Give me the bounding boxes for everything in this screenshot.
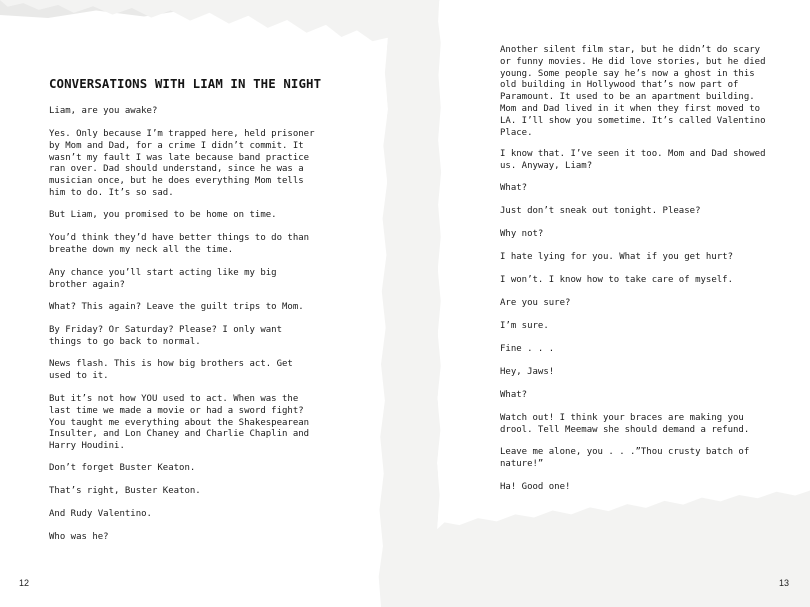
dialogue-paragraph: And Rudy Valentino. [49,509,152,519]
dialogue-paragraph: What? This again? Leave the guilt trips to Mom. [49,302,304,312]
dialogue-paragraph: News flash. This is how big brothers act. Get used to it. [49,359,293,381]
dialogue-paragraph: By Friday? Or Saturday? Please? I only want things to go back to normal. [49,325,282,347]
dialogue-paragraph: Yes. Only because I’m trapped here, held prisoner by Mom and Dad, for a crime I didn’t commit. It wasn’t my fault I was late because band practice ran over. Dad should understand, since he was a musician once, but he does everything Mom tells him to do. It’s so sad. [49,129,315,198]
dialogue-paragraph: What? [500,183,528,193]
dialogue-paragraph: Liam, are you awake? [49,106,158,116]
dialogue-paragraph: But Liam, you promised to be home on time. [49,210,277,220]
dialogue-paragraph: Ha! Good one! [500,482,571,492]
dialogue-paragraph: What? [500,390,528,400]
dialogue-paragraph: Leave me alone, you . . .”Thou crusty batch of nature!” [500,447,750,469]
dialogue-paragraph: Another silent film star, but he didn’t do scary or funny movies. He did love stories, but he died young. Some people say he’s now a ghost in this old building in Hollywood that’s now part of Paramount. It used to be an apartment building. Mom and Dad lived in it when they first moved to LA. I’ll show you sometime. It’s called Valentino Place. [500,45,766,138]
dialogue-paragraph: That’s right, Buster Keaton. [49,486,201,496]
dialogue-paragraph: Just don’t sneak out tonight. Please? [500,206,701,216]
page-number-left: 12 [19,578,30,588]
dialogue-paragraph: I won’t. I know how to take care of myself. [500,275,733,285]
dialogue-paragraph: Don’t forget Buster Keaton. [49,463,196,473]
dialogue-paragraph: I hate lying for you. What if you get hurt? [500,252,733,262]
dialogue-paragraph: I know that. I’ve seen it too. Mom and Dad showed us. Anyway, Liam? [500,149,766,171]
dialogue-paragraph: Any chance you’ll start acting like my big brother again? [49,268,277,290]
dialogue-paragraph: Watch out! I think your braces are making you drool. Tell Meemaw she should demand a refund. [500,413,750,435]
dialogue-paragraph: Why not? [500,229,544,239]
dialogue-paragraph: Hey, Jaws! [500,367,555,377]
dialogue-paragraph: Fine . . . [500,344,555,354]
page-number-right: 13 [779,578,790,588]
dialogue-paragraph: Who was he? [49,532,109,542]
chapter-heading: CONVERSATIONS WITH LIAM IN THE NIGHT [49,76,322,91]
dialogue-paragraph: You’d think they’d have better things to do than breathe down my neck all the time. [49,233,310,255]
dialogue-paragraph: But it’s not how YOU used to act. When was the last time we made a movie or had a sword fight? You taught me everything about the Shakespearean Insulter, and Lon Chaney and Charlie Chaplin and Harry Houdini. [49,394,310,452]
dialogue-paragraph: Are you sure? [500,298,571,308]
dialogue-paragraph: I’m sure. [500,321,549,331]
